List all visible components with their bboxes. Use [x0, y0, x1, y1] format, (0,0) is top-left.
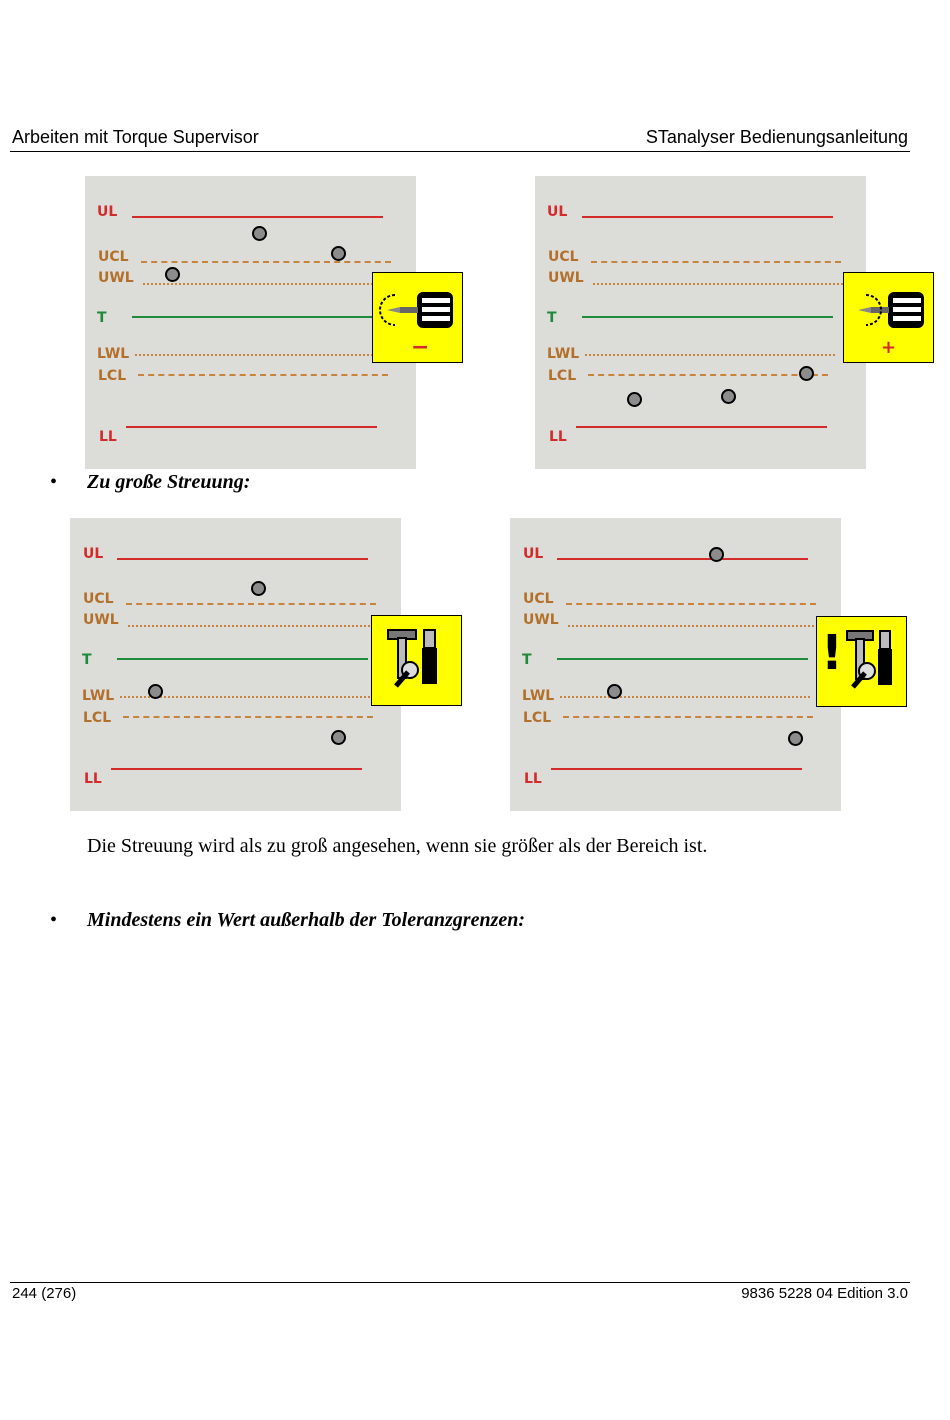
line-ll	[576, 426, 827, 428]
header-left: Arbeiten mit Torque Supervisor	[12, 127, 259, 147]
line-ucl	[141, 261, 391, 263]
hammer-wrench-icon	[372, 616, 461, 705]
header-rule	[10, 151, 910, 152]
line-ucl	[566, 603, 816, 605]
chart-panel-3	[70, 518, 401, 811]
line-t	[557, 658, 808, 660]
line-t	[117, 658, 368, 660]
page-number: 244 (276)	[12, 1285, 77, 1302]
section-heading-toleranz: Mindestens ein Wert außerhalb der Toleranzgrenzen:	[87, 909, 526, 931]
line-ul	[132, 216, 383, 218]
label-ul: UL	[83, 546, 104, 562]
maintenance-icon	[371, 615, 462, 706]
footer-rule	[10, 1282, 910, 1283]
line-ul	[582, 216, 833, 218]
data-point	[331, 246, 346, 261]
label-ul: UL	[523, 546, 544, 562]
label-ucl: UCL	[98, 249, 129, 265]
label-ll: LL	[549, 429, 567, 445]
label-t: T	[522, 652, 532, 668]
label-lwl: LWL	[547, 346, 580, 362]
line-uwl	[128, 625, 378, 627]
line-uwl	[593, 283, 843, 285]
data-point	[627, 392, 642, 407]
line-uwl	[568, 625, 818, 627]
label-lcl: LCL	[548, 368, 577, 384]
label-ucl: UCL	[83, 591, 114, 607]
label-lwl: LWL	[82, 688, 115, 704]
line-t	[582, 316, 833, 318]
label-t: T	[547, 310, 557, 326]
line-lcl	[563, 716, 813, 718]
label-ul: UL	[97, 204, 118, 220]
data-point	[165, 267, 180, 282]
label-ll: LL	[524, 771, 542, 787]
chart-panel-2	[535, 176, 866, 469]
plus-sign: +	[881, 337, 897, 358]
label-lcl: LCL	[98, 368, 127, 384]
line-lwl	[560, 696, 810, 698]
label-uwl: UWL	[548, 270, 584, 286]
data-point	[331, 730, 346, 745]
line-ucl	[126, 603, 376, 605]
line-lwl	[585, 354, 835, 356]
data-point	[252, 226, 267, 241]
chart-panel-1	[85, 176, 416, 469]
data-point	[799, 366, 814, 381]
label-uwl: UWL	[83, 612, 119, 628]
label-ucl: UCL	[548, 249, 579, 265]
paragraph-streuung: Die Streuung wird als zu groß angesehen, wenn sie größer als der Bereich ist.	[87, 835, 708, 857]
line-ll	[551, 768, 802, 770]
line-lcl	[123, 716, 373, 718]
document-edition: 9836 5228 04 Edition 3.0	[741, 1285, 908, 1302]
label-lwl: LWL	[522, 688, 555, 704]
data-point	[251, 581, 266, 596]
data-point	[148, 684, 163, 699]
label-uwl: UWL	[523, 612, 559, 628]
label-t: T	[82, 652, 92, 668]
line-lcl	[588, 374, 828, 376]
label-lcl: LCL	[83, 710, 112, 726]
line-ucl	[591, 261, 841, 263]
header-right: STanalyser Bedienungsanleitung	[645, 127, 908, 147]
data-point	[788, 731, 803, 746]
label-ll: LL	[99, 429, 117, 445]
label-t: T	[97, 310, 107, 326]
hammer-wrench-icon	[817, 617, 906, 706]
label-ul: UL	[547, 204, 568, 220]
label-uwl: UWL	[98, 270, 134, 286]
data-point	[709, 547, 724, 562]
line-lcl	[138, 374, 388, 376]
chart-panel-4	[510, 518, 841, 811]
line-ll	[126, 426, 377, 428]
line-ul	[557, 558, 808, 560]
tool-adjust-icon	[843, 272, 934, 363]
section-heading-streuung: Zu große Streuung:	[87, 471, 251, 493]
line-t	[132, 316, 383, 318]
line-ll	[111, 768, 362, 770]
label-ucl: UCL	[523, 591, 554, 607]
line-uwl	[143, 283, 393, 285]
data-point	[607, 684, 622, 699]
maintenance-alert-icon	[816, 616, 907, 707]
line-lwl	[135, 354, 385, 356]
bullet: •	[50, 471, 58, 493]
tool-adjust-icon	[372, 272, 463, 363]
exclamation-icon: !	[821, 625, 843, 681]
data-point	[721, 389, 736, 404]
bullet: •	[50, 909, 58, 931]
label-lcl: LCL	[523, 710, 552, 726]
label-ll: LL	[84, 771, 102, 787]
label-lwl: LWL	[97, 346, 130, 362]
minus-sign: −	[411, 335, 430, 360]
line-ul	[117, 558, 368, 560]
